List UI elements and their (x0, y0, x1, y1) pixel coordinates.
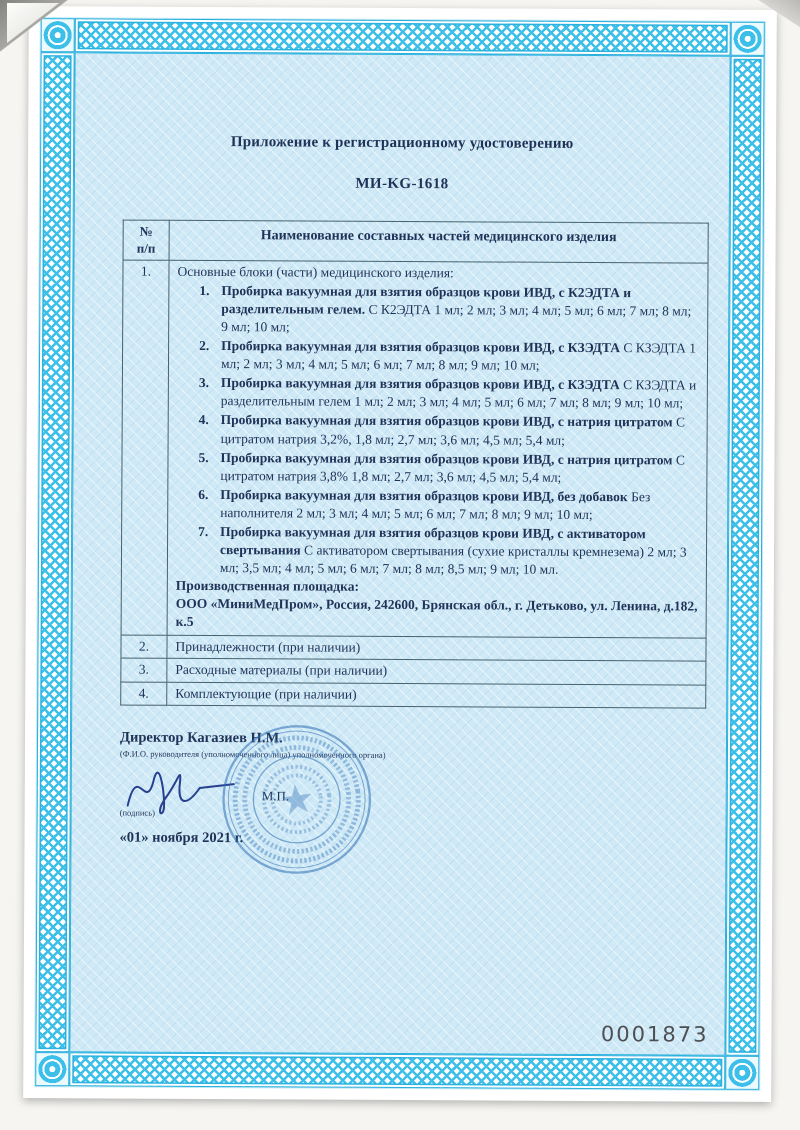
table-row (121, 635, 706, 661)
signature-caption: (подпись) (119, 807, 155, 818)
folded-corner (7, 3, 67, 49)
border-band-right (725, 56, 764, 1056)
official-stamp (210, 712, 383, 885)
list-item (199, 282, 699, 339)
item-description: С КЗЭДТА 1 мл; 2 мл; 3 мл; 4 мл; 5 мл; 6 мл; 7 мл; 8 мл; 9 мл; 10 мл; (220, 340, 697, 373)
border-band-left (35, 52, 74, 1052)
item-number: 7. (198, 523, 209, 539)
row-number: 1. (121, 260, 169, 636)
item-title: Пробирка вакуумная для взятия образцов крови ИВД, с КЗЭДТА (220, 375, 620, 393)
document-title: Приложение к регистрационному удостоверению (230, 134, 574, 152)
item-number: 5. (198, 449, 209, 465)
item-description: С К2ЭДТА 1 мл; 2 мл; 3 мл; 4 мл; 5 мл; 6 мл; 7 мл; 8 мл; 9 мл; 10 мл; (221, 301, 692, 335)
header-no-line1: № (139, 223, 153, 239)
list-item (199, 374, 699, 413)
item-number: 2. (199, 338, 210, 354)
item-description: С цитратом натрия 3,2%, 1,8 мл; 2,7 мл; 3,6 мл; 4,5 мл; 5,4 мл; (220, 414, 686, 448)
header-no-line2: п/п (136, 241, 156, 257)
table-row (121, 260, 708, 639)
table-header-row (123, 220, 708, 263)
item-description: С КЗЭДТА и разделительным гелем 1 мл; 2 мл; 3 мл; 4 мл; 5 мл; 6 мл; 7 мл; 8 мл; 9 мл; 10 мл; (220, 377, 697, 411)
scan-corner-shadow (736, 0, 800, 42)
components-list (198, 282, 700, 580)
row-number: 2. (121, 635, 167, 658)
item-title: Пробирка вакуумная для взятия образцов крови ИВД, с К2ЭДТА и разделительным гелем. (221, 282, 632, 317)
item-description: Без наполнителя 2 мл; 3 мл; 4 мл; 5 мл; 6 мл; 7 мл; 8 мл; 9 мл; 10 мл; (220, 488, 651, 522)
list-item (198, 523, 698, 580)
table-row (121, 658, 706, 684)
row-name: Принадлежности (при наличии) (167, 636, 706, 662)
border-corner-rosette (725, 1056, 759, 1090)
item-title: Пробирка вакуумная для взятия образцов крови ИВД, с активатором свертывания (219, 523, 646, 558)
item-number: 6. (198, 486, 209, 502)
registration-number: МИ-KG-1618 (355, 175, 449, 193)
production-site-label: Производственная площадка: (175, 577, 360, 594)
row-number: 4. (121, 682, 167, 705)
document-body (69, 52, 730, 1055)
item-title: Пробирка вакуумная для взятия образцов крови ИВД, с натрия цитратом (220, 449, 673, 468)
director-note: (Ф.И.О. руководителя (уполномоченного лица) уполномоченного органа) (119, 748, 386, 760)
item-title: Пробирка вакуумная для взятия образцов крови ИВД, с натрия цитратом (220, 412, 673, 430)
row-name: Комплектующие (при наличии) (167, 682, 706, 708)
border-corner-rosette (35, 1052, 69, 1086)
border-band-bottom (69, 1052, 725, 1089)
header-cell-name: Наименование составных частей медицинского изделия (169, 220, 708, 263)
form-serial-number: 0001873 (600, 1022, 709, 1047)
components-intro: Основные блоки (части) медицинского изделия: (177, 263, 454, 281)
list-item (198, 449, 698, 488)
ornamental-border (35, 18, 765, 1090)
item-description: С цитратом натрия 3,8% 1,8 мл; 2,7 мл; 3,6 мл; 4,5 мл; 5,4 мл; (220, 452, 685, 485)
item-number: 4. (198, 412, 209, 428)
production-site-value: ООО «МиниМедПром», Россия, 242600, Брянская обл., г. Детьково, ул. Ленина, д.182, к.5 (175, 596, 698, 630)
row-number: 3. (121, 658, 167, 681)
document-date: «01» ноября 2021 г. (119, 829, 244, 846)
table-row (121, 682, 706, 708)
row-main-content (167, 260, 708, 638)
item-title: Пробирка вакуумная для взятия образцов крови ИВД, без добавок (220, 486, 628, 504)
item-description: С активатором свертывания (сухие кристаллы кремнезема) 2 мл; 3 мл; 3,5 мл; 4 мл; 5 мл; 6 мл; 7 мл; 8 мл; 8,5 мл; 9 мл; 10 мл. (219, 542, 687, 577)
certificate-page (23, 6, 777, 1102)
item-number: 3. (198, 375, 210, 391)
header-cell-number (123, 220, 169, 260)
item-title: Пробирка вакуумная для взятия образцов крови ИВД, с КЗЭДТА (221, 338, 621, 356)
stamp-place-label: М.П. (261, 787, 290, 804)
director-name: Директор Кагазиев Н.М. (119, 729, 283, 746)
components-table (120, 220, 709, 709)
border-band-top (75, 18, 731, 55)
list-item (199, 337, 699, 376)
list-item (199, 411, 699, 450)
item-number: 1. (199, 282, 210, 298)
row-name: Расходные материалы (при наличии) (167, 659, 706, 685)
list-item (198, 486, 698, 525)
signature-block (119, 729, 720, 942)
